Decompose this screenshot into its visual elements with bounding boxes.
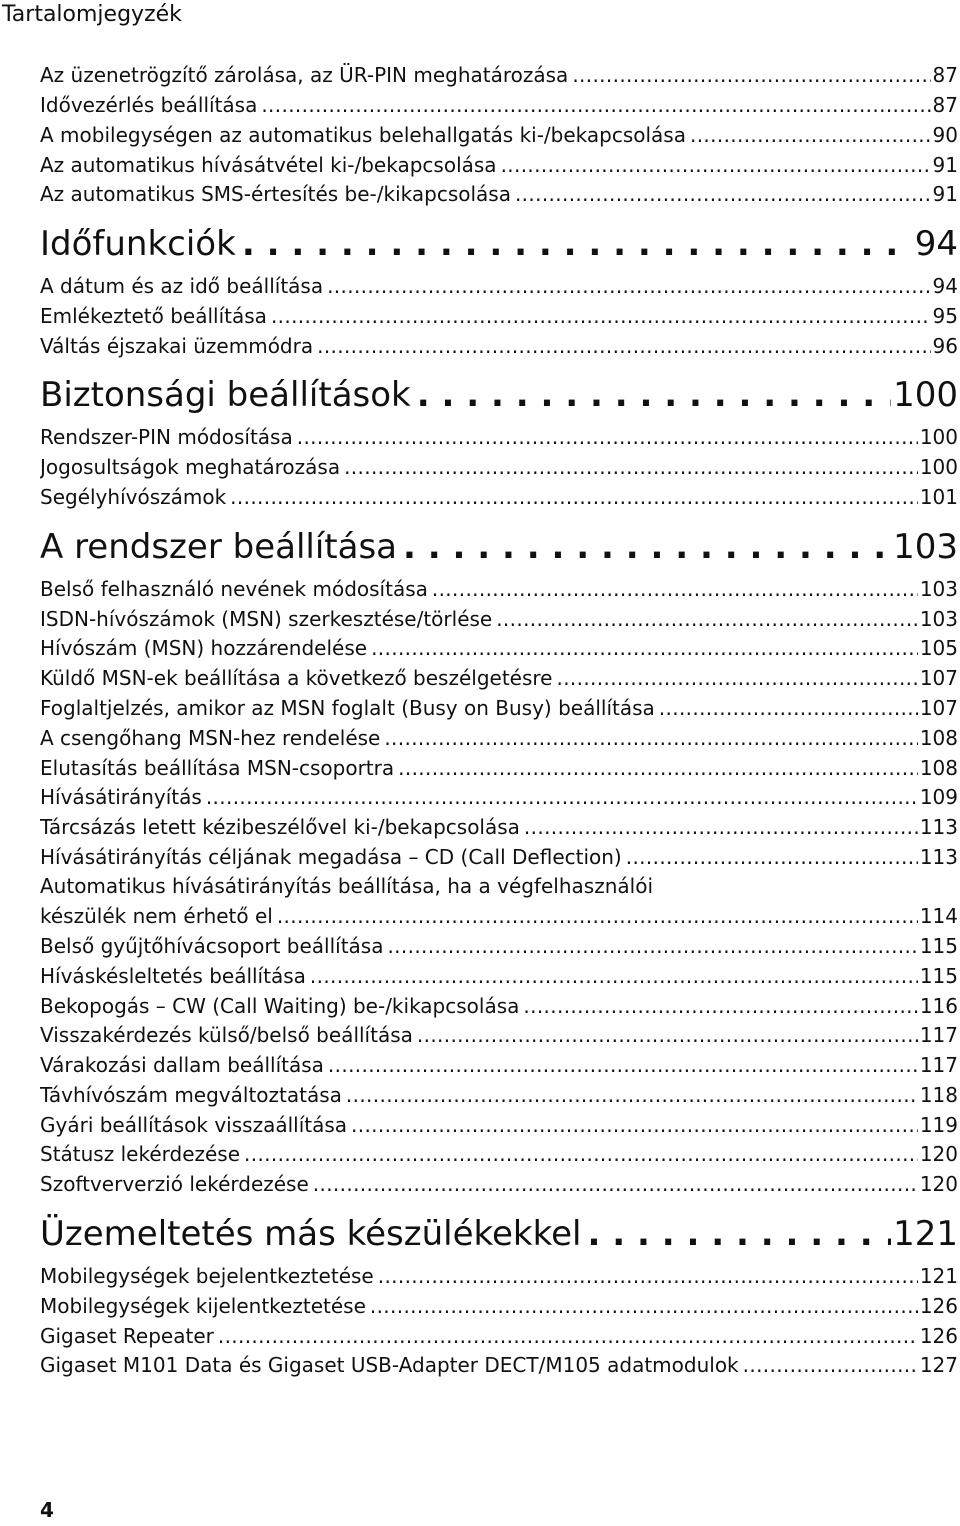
toc-entry[interactable] [40, 1140, 958, 1168]
toc-entry[interactable] [40, 783, 958, 811]
toc-leader [394, 754, 918, 782]
toc-entry-title: Gigaset Repeater [40, 1324, 214, 1348]
toc-entry[interactable] [40, 121, 958, 149]
toc-entry-title: Belső felhasználó nevének módosítása [40, 577, 428, 601]
toc-entry-page: 113 [919, 815, 958, 839]
toc-entry-title: A dátum és az idő beállítása [40, 274, 324, 298]
toc-entry[interactable] [40, 1021, 958, 1049]
toc-leader [309, 1170, 918, 1198]
toc-leader [323, 272, 930, 300]
toc-entry[interactable] [40, 664, 958, 692]
toc-entry-page: 114 [919, 904, 958, 928]
toc-entry-title: Bekopogás – CW (Call Waiting) be-/kikapcsolása [40, 994, 520, 1018]
toc-entry[interactable] [40, 724, 958, 752]
toc-entry-title: Tárcsázás letett kézibeszélővel ki-/bekapcsolása [40, 815, 520, 839]
toc-entry[interactable] [40, 272, 958, 300]
toc-entry-page: 94 [932, 274, 958, 298]
page-title: Tartalomjegyzék [2, 2, 182, 27]
toc-entry-page: 120 [919, 1142, 958, 1166]
toc-heading-page: 94 [914, 224, 958, 264]
toc-entry-page: 119 [919, 1113, 958, 1137]
toc-entry-page: 100 [919, 425, 958, 449]
toc-heading-title: Biztonsági beállítások [40, 375, 411, 415]
toc-entry-title: Mobilegységek kijelentkeztetése [40, 1294, 366, 1318]
toc-entry-page: 126 [919, 1294, 958, 1318]
toc-entry-page: 90 [932, 123, 958, 147]
toc-heading-title: Időfunkciók [40, 224, 236, 264]
toc-heading-title: Üzemeltetés más készülékekkel [40, 1214, 582, 1254]
toc-heading-title: A rendszer beállítása [40, 527, 397, 567]
toc-section-heading[interactable] [40, 222, 958, 266]
toc-entry-title: Gyári beállítások visszaállítása [40, 1113, 348, 1137]
toc-entry-title: Az automatikus hívásátvétel ki-/bekapcsolása [40, 153, 497, 177]
toc-entry-title: Küldő MSN-ek beállítása a következő beszélgetésre [40, 666, 553, 690]
toc-entry-page: 121 [919, 1264, 958, 1288]
toc-leader [313, 332, 930, 360]
toc-leader [293, 423, 918, 451]
toc-entry-title: Foglaltjelzés, amikor az MSN foglalt (Busy on Busy) beállítása [40, 696, 655, 720]
toc-entry-page: 117 [919, 1023, 958, 1047]
toc-leader [411, 373, 891, 417]
toc-entry[interactable] [40, 902, 958, 930]
toc-entry[interactable] [40, 605, 958, 633]
toc-entry-title: készülék nem érhető el [40, 904, 273, 928]
toc-entry-title: Szoftververzió lekérdezése [40, 1172, 309, 1196]
toc-entry[interactable] [40, 634, 958, 662]
toc-entry-page: 91 [932, 182, 958, 206]
toc-entry-page: 96 [932, 334, 958, 358]
toc-entry-page: 87 [932, 93, 958, 117]
toc-entry-title: ISDN-hívószámok (MSN) szerkesztése/törlése [40, 607, 493, 631]
toc-leader [519, 992, 917, 1020]
toc-entry-page: 103 [919, 607, 958, 631]
toc-leader [739, 1351, 918, 1379]
toc-leader [202, 783, 918, 811]
toc-entry-page: 126 [919, 1324, 958, 1348]
toc-entry-page: 116 [919, 994, 958, 1018]
toc-leader [367, 634, 918, 662]
toc-entry-title: A csengőhang MSN-hez rendelése [40, 726, 381, 750]
toc-entry[interactable] [40, 575, 958, 603]
toc-entry-title: Belső gyűjtőhívácsoport beállítása [40, 934, 384, 958]
toc-entry-title: Emlékeztető beállítása [40, 304, 267, 328]
toc-entry-title: Váltás éjszakai üzemmódra [40, 334, 314, 358]
toc-section-heading[interactable] [40, 1212, 958, 1256]
toc-leader [236, 222, 913, 266]
toc-entry[interactable] [40, 1292, 958, 1320]
toc-entry-title: Gigaset M101 Data és Gigaset USB-Adapter DECT/M105 adatmodulok [40, 1353, 739, 1377]
toc-entry-page: 120 [919, 1172, 958, 1196]
toc-leader [240, 1140, 918, 1168]
toc-leader [428, 575, 918, 603]
toc-leader [568, 61, 930, 89]
toc-entry-page: 103 [919, 577, 958, 601]
toc-leader [655, 694, 918, 722]
toc-leader [340, 453, 918, 481]
toc-entry-page: 108 [919, 756, 958, 780]
toc-leader [497, 151, 931, 179]
toc-leader [383, 932, 917, 960]
toc-entry[interactable] [40, 932, 958, 960]
toc-leader [520, 813, 918, 841]
toc-entry-title: Hívásátirányítás céljának megadása – CD (Call Deflection) [40, 845, 622, 869]
toc-entry-title: A mobilegységen az automatikus belehallgatás ki-/bekapcsolása [40, 123, 686, 147]
toc-entry[interactable] [40, 754, 958, 782]
toc-entry[interactable] [40, 91, 958, 119]
toc-leader [511, 180, 931, 208]
toc-entry-title: Híváskésleltetés beállítása [40, 964, 306, 988]
toc-entry[interactable] [40, 1111, 958, 1139]
toc-entry-page: 127 [919, 1353, 958, 1377]
toc-entry[interactable] [40, 992, 958, 1020]
toc-entry[interactable] [40, 151, 958, 179]
toc-leader [267, 302, 931, 330]
toc-entry[interactable] [40, 332, 958, 360]
toc-entry-page: 91 [932, 153, 958, 177]
toc-entry[interactable] [40, 1170, 958, 1198]
toc-entry[interactable] [40, 1262, 958, 1290]
toc-leader [273, 902, 918, 930]
toc-entry-page: 87 [932, 63, 958, 87]
toc-section-heading[interactable] [40, 373, 958, 417]
toc-entry-page: 115 [919, 964, 958, 988]
toc-entry-title: Az üzenetrögzítő zárolása, az ÜR-PIN meghatározása [40, 63, 569, 87]
toc-leader [492, 605, 918, 633]
toc-entry[interactable] [40, 483, 958, 511]
toc-entry-title: Mobilegységek bejelentkeztetése [40, 1264, 374, 1288]
toc-entry-title: Rendszer-PIN módosítása [40, 425, 293, 449]
toc-entry[interactable] [40, 694, 958, 722]
toc-entry-title: Hívásátirányítás [40, 785, 202, 809]
toc-entry[interactable] [40, 453, 958, 481]
toc-heading-page: 100 [893, 375, 958, 415]
toc-leader [374, 1262, 918, 1290]
toc-leader [581, 1212, 891, 1256]
toc-entry-page: 101 [919, 485, 958, 509]
toc-leader [306, 962, 918, 990]
toc-entry-title: Segélyhívószámok [40, 485, 227, 509]
toc-leader [347, 1111, 918, 1139]
toc-entry[interactable] [40, 302, 958, 330]
toc-entry-page: 107 [919, 666, 958, 690]
toc-heading-page: 103 [893, 527, 958, 567]
toc-entry[interactable] [40, 180, 958, 208]
toc-leader [686, 121, 931, 149]
toc-entry[interactable] [40, 1322, 958, 1350]
toc-entry-page: 95 [932, 304, 958, 328]
toc-leader [342, 1081, 918, 1109]
page-number: 4 [40, 1498, 54, 1522]
toc-entry-title: Jogosultságok meghatározása [40, 455, 341, 479]
toc-entry-title: Elutasítás beállítása MSN-csoportra [40, 756, 395, 780]
toc-entry-page: 109 [919, 785, 958, 809]
toc-leader [366, 1292, 918, 1320]
toc-entry[interactable] [40, 1051, 958, 1079]
toc-entry-title: Távhívószám megváltoztatása [40, 1083, 342, 1107]
toc-heading-page: 121 [893, 1214, 958, 1254]
toc-leader [257, 91, 930, 119]
toc-entry[interactable] [40, 423, 958, 451]
toc-entry-page: 105 [919, 636, 958, 660]
toc-entry[interactable] [40, 813, 958, 841]
toc-leader [552, 664, 917, 692]
toc-entry-page: 100 [919, 455, 958, 479]
toc-entry-first-line[interactable]: Automatikus hívásátirányítás beállítása, ha a végfelhasználói [40, 874, 653, 898]
toc-leader [226, 483, 918, 511]
toc-leader [397, 525, 891, 569]
toc-entry-page: 107 [919, 696, 958, 720]
toc-entry-page: 115 [919, 934, 958, 958]
toc-entry[interactable] [40, 1081, 958, 1109]
toc-section-heading[interactable] [40, 525, 958, 569]
toc-entry-title: Várakozási dallam beállítása [40, 1053, 324, 1077]
toc-entry-title: Hívószám (MSN) hozzárendelése [40, 636, 368, 660]
toc-entry-title: Visszakérdezés külső/belső beállítása [40, 1023, 413, 1047]
toc-leader [324, 1051, 918, 1079]
toc-entry[interactable] [40, 1351, 958, 1379]
toc-entry-title: Státusz lekérdezése [40, 1142, 241, 1166]
toc-entry-title: Az automatikus SMS-értesítés be-/kikapcsolása [40, 182, 511, 206]
toc-entry-page: 117 [919, 1053, 958, 1077]
toc-entry-page: 118 [919, 1083, 958, 1107]
toc-entry[interactable] [40, 61, 958, 89]
toc-entry[interactable] [40, 843, 958, 871]
toc-leader [380, 724, 917, 752]
toc-entry[interactable] [40, 962, 958, 990]
toc-leader [413, 1021, 918, 1049]
toc-entry-page: 113 [919, 845, 958, 869]
toc-entry-page: 108 [919, 726, 958, 750]
toc-leader [622, 843, 918, 871]
toc-leader [214, 1322, 918, 1350]
toc-entry-title: Idővezérlés beállítása [40, 93, 258, 117]
